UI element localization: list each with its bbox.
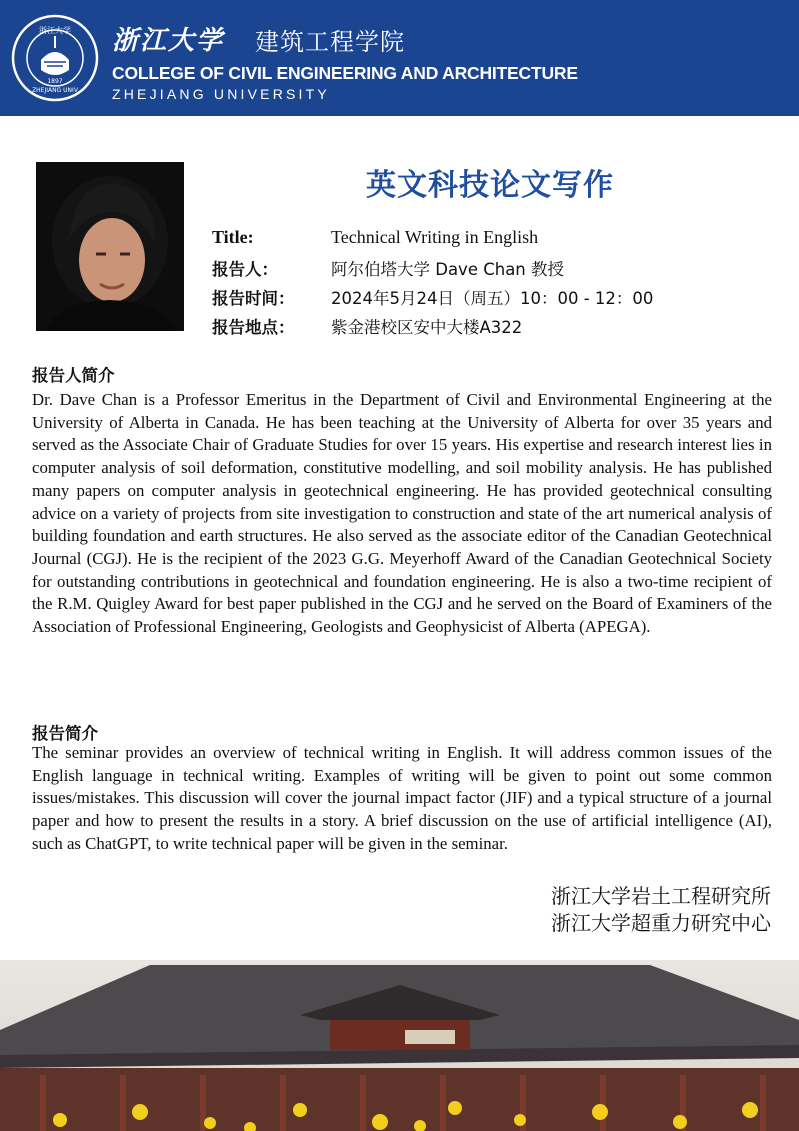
info-value: Technical Writing in English [331,227,539,247]
speaker-bio-heading: 报告人简介 [32,366,115,385]
info-label: Title: [212,227,254,247]
svg-text:1897: 1897 [47,78,63,85]
abstract-heading: 报告简介 [32,724,98,743]
speaker-bio-text: Dr. Dave Chan is a Professor Emeritus in the Department of Civil and Environmental Engineering at the University of Alberta in Canada. He has been teaching at the University of Alberta for over 35 years and served as the Associate Chair of Graduate Studies for over 15 years. His expertise and research interest lies in computer analysis of soil deformation, constitutive modelling, and soil mobility analysis. He has published many papers on computer analysis in geotechnical engineering. He has provided geotechnical consulting advice on a variety of projects from site investigation to construction and state of the art numerical analysis of building foundation and earth structures. He also served as the associate editor of the Canadian Geotechnical Journal (CGJ). He is the recipient of the 2023 G.G. Meyerhoff Award of the Canadian Geotechnical Society for outstanding contributions in geotechnical and foundation engineering. He is also a two-time recipient of the R.M. Quigley Award for best paper published in the CGJ and he served on the Board of Examiners of the Association of Professional Engineering, Geologists and Geophysicist of Alberta (APEGA). [32,390,772,637]
university-logo [11,14,99,102]
abstract-text: The seminar provides an overview of technical writing in English. It will address common issues of the English language in technical writing. Examples of writing will be given to point out some common issues/mistakes. This discussion will cover the journal impact factor (JIF) and a typical structure of a journal paper and how to present the results in a story. A brief discussion on the use of artificial intelligence (AI), such as ChatGPT, to write technical paper will be given in the seminar. [32,743,772,853]
info-label: 报告地点： [212,318,295,337]
college-name-en: COLLEGE OF CIVIL ENGINEERING AND ARCHITECTURE [112,63,578,83]
speaker-photo [36,162,184,331]
info-label: 报告人： [212,260,278,279]
organizer-2: 浙江大学超重力研究中心 [551,911,771,935]
info-value: 紫金港校区安中大楼A322 [331,318,523,337]
college-name-cn: 建筑工程学院 [255,28,405,56]
svg-text:浙江大学: 浙江大学 [39,26,71,35]
info-value: 2024年5月24日（周五）10：00 - 12：00 [331,289,654,308]
svg-text:ZHEJIANG UNIV: ZHEJIANG UNIV [32,87,78,94]
university-name-en: ZHEJIANG UNIVERSITY [112,86,330,102]
info-label: 报告时间： [212,289,295,308]
organizer-1: 浙江大学岩土工程研究所 [551,884,771,908]
info-value: 阿尔伯塔大学 Dave Chan 教授 [331,260,565,279]
header-banner [0,0,799,116]
campus-building-photo [0,960,799,1131]
event-title: 英文科技论文写作 [366,168,614,203]
university-name-cn: 浙江大学 [112,26,225,56]
